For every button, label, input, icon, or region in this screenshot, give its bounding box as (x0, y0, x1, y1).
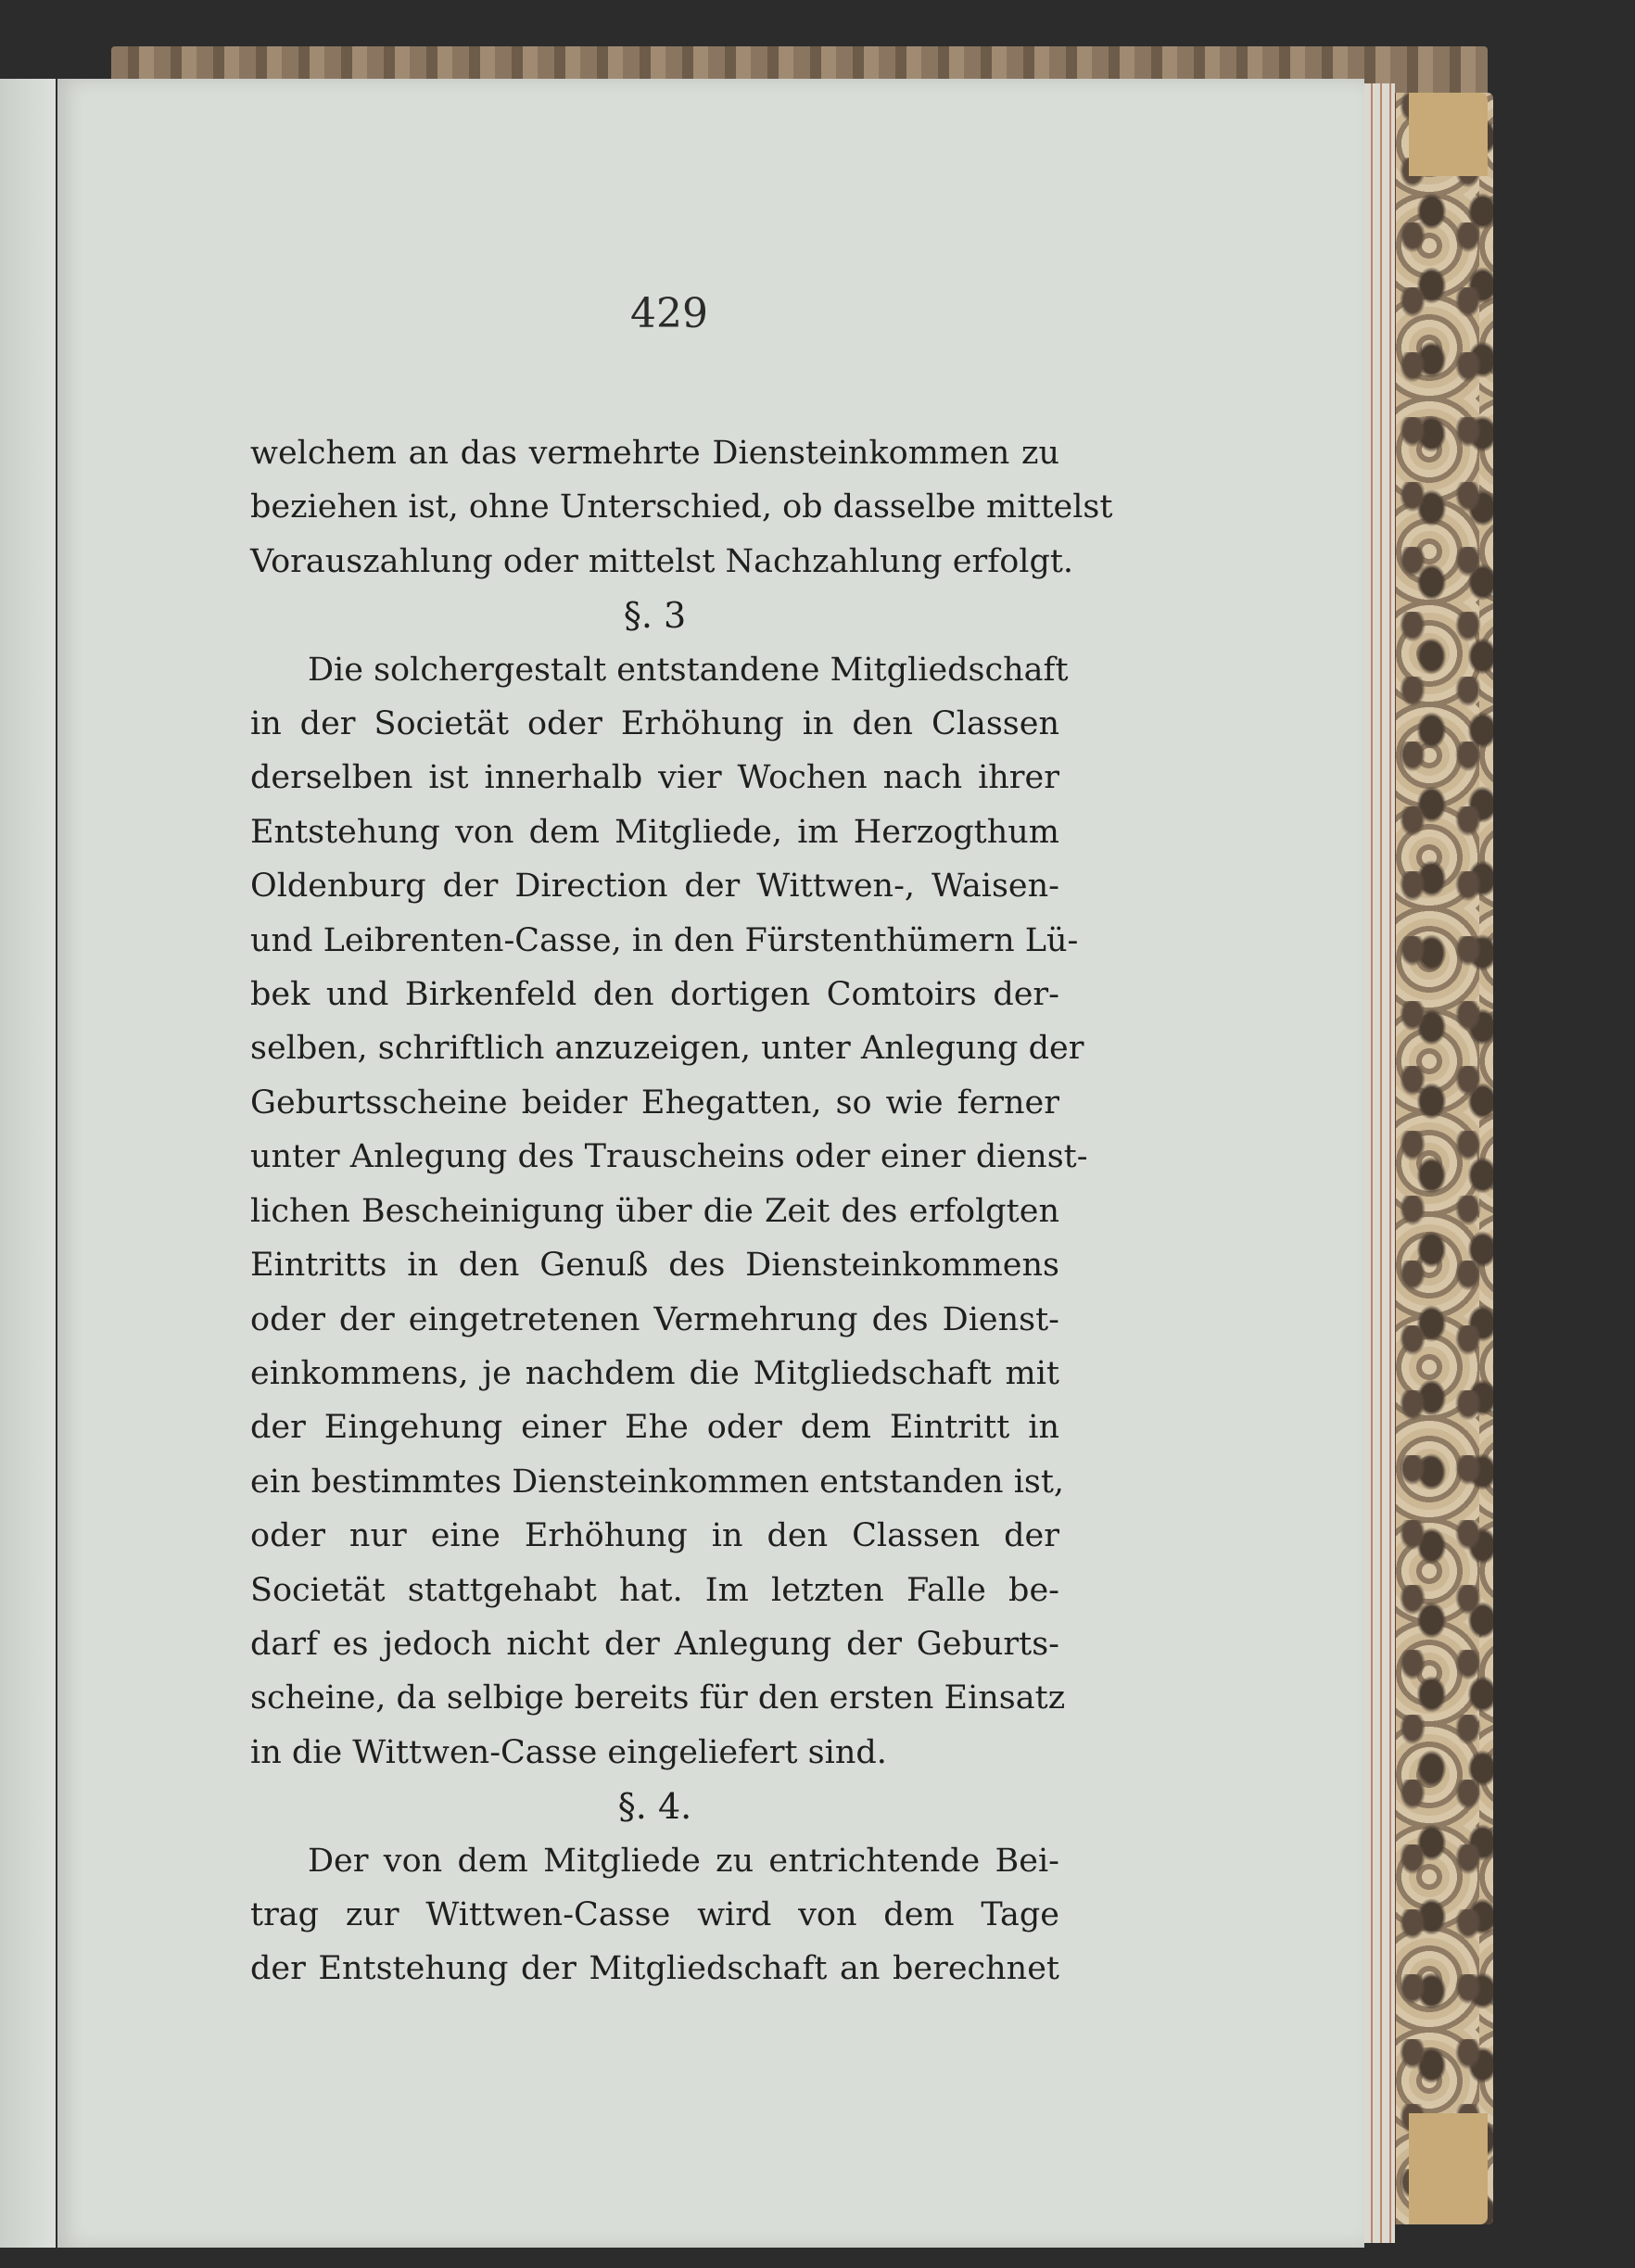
book-page (57, 79, 1364, 2248)
text-line: Vorauszahlung oder mittelst Nachzahlung erfolgt. (250, 542, 1074, 580)
text-line: Eintritts in den Genuß des Diensteinkommens (250, 1247, 1059, 1285)
page-number: 429 (630, 290, 708, 337)
text-line: Geburtsscheine beider Ehegatten, so wie ferner (250, 1083, 1059, 1121)
text-line: Societät stattgehabt hat. Im letzten Falle be- (250, 1571, 1059, 1609)
text-line: scheine, da selbige bereits für den ersten Einsatz (250, 1679, 1066, 1717)
book (0, 37, 1488, 2240)
marbled-cover (1390, 93, 1493, 2224)
text-line: oder nur eine Erhöhung in den Classen der (250, 1517, 1059, 1555)
text-line: der Entstehung der Mitgliedschaft an berechnet (250, 1950, 1059, 1988)
text-line: ein bestimmtes Diensteinkommen entstanden ist, (250, 1463, 1065, 1501)
text-line: selben, schriftlich anzuzeigen, unter Anlegung der (250, 1030, 1084, 1068)
text-line: Die solchergestalt entstandene Mitgliedschaft (308, 651, 1069, 689)
text-line: lichen Bescheinigung über die Zeit des erfolgten (250, 1192, 1059, 1230)
text-line: unter Anlegung des Trauscheins oder einer dienst- (250, 1138, 1088, 1176)
section-heading: §. 4. (617, 1786, 692, 1828)
text-line: und Leibrenten-Casse, in den Fürstenthümern Lü- (250, 921, 1079, 959)
text-line: welchem an das vermehrte Diensteinkommen zu (250, 435, 1059, 472)
text-line: einkommens, je nachdem die Mitgliedschaft mit (250, 1354, 1059, 1392)
text-line: oder der eingetretenen Vermehrung des Dienst- (250, 1300, 1059, 1338)
section-heading: §. 3 (623, 595, 687, 637)
text-line: trag zur Wittwen-Casse wird von dem Tage (250, 1895, 1059, 1933)
text-line: darf es jedoch nicht der Anlegung der Geburts- (250, 1625, 1059, 1663)
cover-corner-top (1409, 93, 1488, 176)
text-line: in der Societät oder Erhöhung in den Classen (250, 705, 1059, 743)
text-line: der Eingehung einer Ehe oder dem Eintritt in (250, 1409, 1059, 1447)
left-page-edge (0, 79, 56, 2248)
text-line: Entstehung von dem Mitgliede, im Herzogthum (250, 813, 1059, 851)
text-line: beziehen ist, ohne Unterschied, ob dasselbe mittelst (250, 488, 1113, 526)
text-line: derselben ist innerhalb vier Wochen nach ihrer (250, 759, 1059, 797)
text-line: Oldenburg der Direction der Wittwen-, Waisen- (250, 868, 1059, 906)
cover-corner-bottom (1409, 2113, 1488, 2224)
text-line: Der von dem Mitgliede zu entrichtende Bei- (308, 1842, 1059, 1880)
text-line: bek und Birkenfeld den dortigen Comtoirs der- (250, 976, 1059, 1014)
text-block (250, 426, 1113, 1996)
text-line: in die Wittwen-Casse eingeliefert sind. (250, 1733, 887, 1771)
